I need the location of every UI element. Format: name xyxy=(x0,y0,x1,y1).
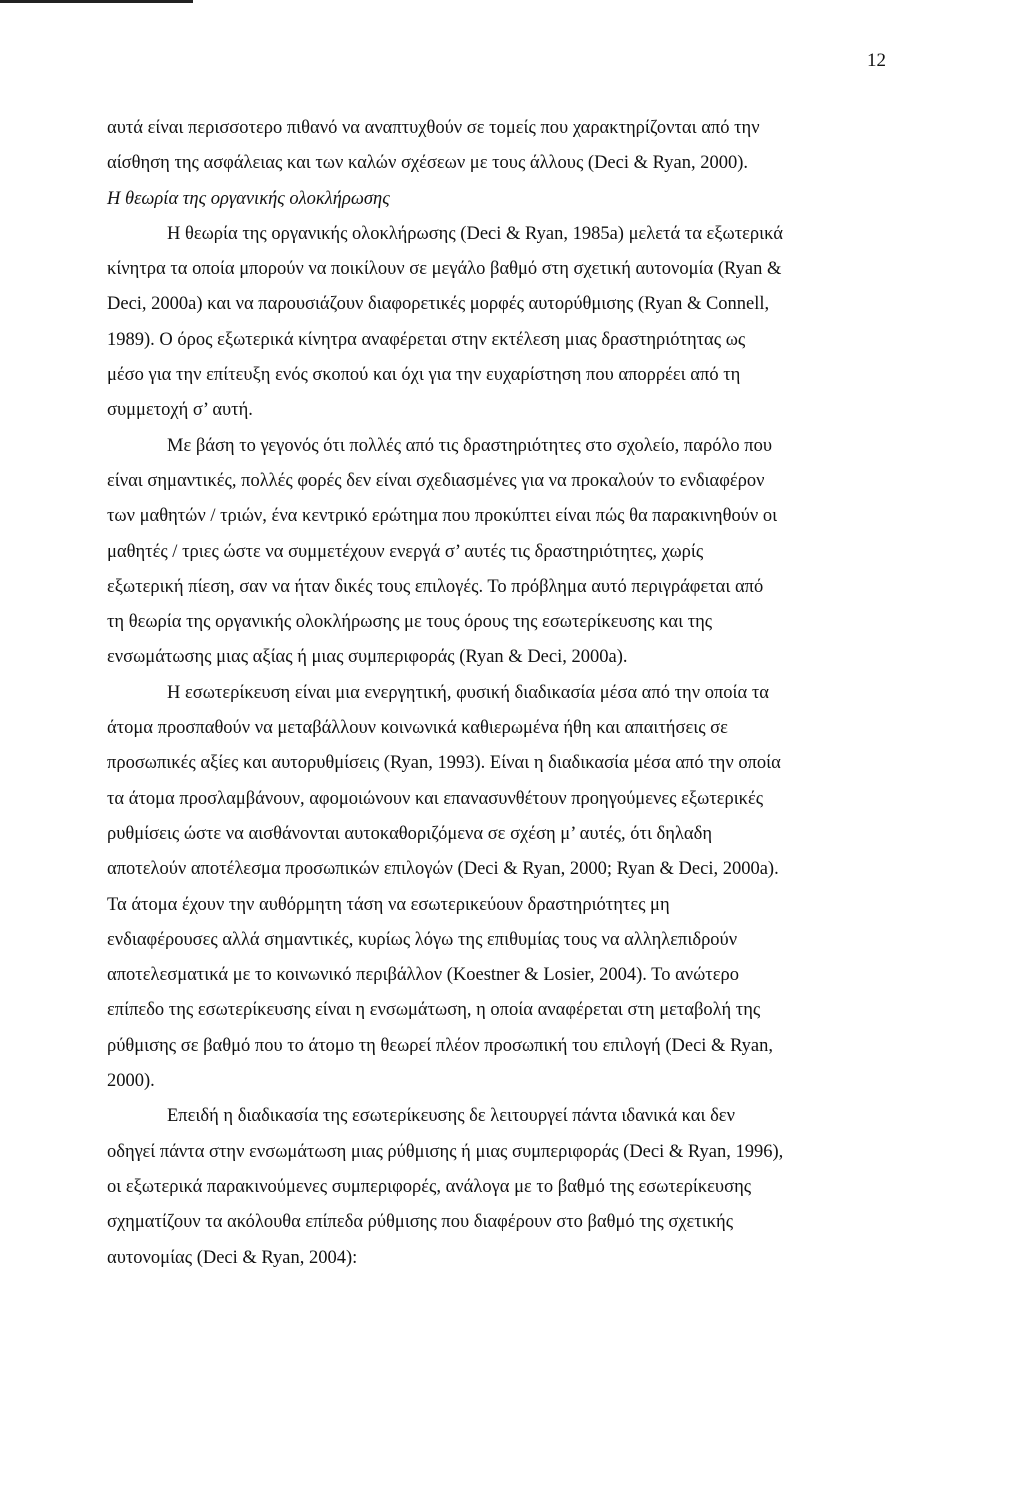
text-line: Deci, 2000a) και να παρουσιάζουν διαφορετικές μορφές αυτορύθμισης (Ryan & Connell, xyxy=(107,294,770,315)
text-line: 1989). Ο όρος εξωτερικά κίνητρα αναφέρεται στην εκτέλεση μιας δραστηριότητας ως xyxy=(107,329,746,350)
paragraph-first-line: Η θεωρία της οργανικής ολοκλήρωσης (Deci & Ryan, 1985a) μελετά τα εξωτερικά xyxy=(167,223,783,244)
text-line: άτομα προσπαθούν να μεταβάλλουν κοινωνικά καθιερωμένα ήθη και απαιτήσεις σε xyxy=(107,718,728,739)
text-line: συμμετοχή σ’ αυτή. xyxy=(107,400,253,421)
top-rule xyxy=(0,0,193,3)
text-line: είναι σημαντικές, πολλές φορές δεν είναι σχεδιασμένες για να προκαλούν το ενδιαφέρον xyxy=(107,470,765,491)
page-number: 12 xyxy=(867,50,886,71)
text-line: εξωτερική πίεση, σαν να ήταν δικές τους επιλογές. Το πρόβλημα αυτό περιγράφεται από xyxy=(107,576,764,597)
page-body xyxy=(107,112,897,1277)
text-line: αποτελεσματικά με το κοινωνικό περιβάλλον (Koestner & Losier, 2004). Το ανώτερο xyxy=(107,965,739,986)
text-line: αποτελούν αποτέλεσμα προσωπικών επιλογών (Deci & Ryan, 2000; Ryan & Deci, 2000a). xyxy=(107,859,779,880)
text-line: ενδιαφέρουσες αλλά σημαντικές, κυρίως λόγω της επιθυμίας τους να αλληλεπιδρούν xyxy=(107,929,738,950)
text-line: των μαθητών / τριών, ένα κεντρικό ερώτημα που προκύπτει είναι πώς θα παρακινηθούν οι xyxy=(107,506,778,527)
paragraph-first-line: Με βάση το γεγονός ότι πολλές από τις δραστηριότητες στο σχολείο, παρόλο που xyxy=(167,435,773,456)
text-line: κίνητρα τα οποία μπορούν να ποικίλουν σε μεγάλο βαθμό στη σχετική αυτονομία (Ryan & xyxy=(107,259,782,280)
text-line: σχηματίζουν τα ακόλουθα επίπεδα ρύθμισης που διαφέρουν στο βαθμό της σχετικής xyxy=(107,1212,734,1233)
text-line: ενσωμάτωσης μιας αξίας ή μιας συμπεριφοράς (Ryan & Deci, 2000a). xyxy=(107,647,628,668)
text-line: μαθητές / τριες ώστε να συμμετέχουν ενεργά σ’ αυτές τις δραστηριότητες, χωρίς xyxy=(107,541,704,562)
text-line: αυτά είναι περισσοτερο πιθανό να αναπτυχθούν σε τομείς που χαρακτηρίζονται από την xyxy=(107,118,760,138)
text-line: αυτονομίας (Deci & Ryan, 2004): xyxy=(107,1247,358,1268)
text-line: οι εξωτερικά παρακινούμενες συμπεριφορές, ανάλογα με το βαθμό της εσωτερίκευσης xyxy=(107,1176,752,1197)
text-line: Τα άτομα έχουν την αυθόρμητη τάση να εσωτερικεύουν δραστηριότητες μη xyxy=(107,894,670,915)
text-line: οδηγεί πάντα στην ενσωμάτωση μιας ρύθμισης ή μιας συμπεριφοράς (Deci & Ryan, 1996), xyxy=(107,1141,784,1162)
paragraph-first-line: Επειδή η διαδικασία της εσωτερίκευσης δε λειτουργεί πάντα ιδανικά και δεν xyxy=(167,1106,735,1127)
text-line: μέσο για την επίτευξη ενός σκοπού και όχι για την ευχαρίστηση που απορρέει από τη xyxy=(107,365,741,386)
text-line: τη θεωρία της οργανικής ολοκλήρωσης με τους όρους της εσωτερίκευσης και της xyxy=(107,612,713,633)
text-line: αίσθηση της ασφάλειας και των καλών σχέσεων με τους άλλους (Deci & Ryan, 2000). xyxy=(107,153,748,174)
paragraph-first-line: Η εσωτερίκευση είναι μια ενεργητική, φυσική διαδικασία μέσα από την οποία τα xyxy=(167,682,769,703)
text-line: 2000). xyxy=(107,1071,155,1092)
text-line: ρυθμίσεις ώστε να αισθάνονται αυτοκαθοριζόμενα σε σχέση μ’ αυτές, ότι δηλαδη xyxy=(107,823,712,844)
text-line: επίπεδο της εσωτερίκευσης είναι η ενσωμάτωση, η οποία αναφέρεται στη μεταβολή της xyxy=(107,1000,761,1021)
text-line: τα άτομα προσλαμβάνουν, αφομοιώνουν και επανασυνθέτουν προηγούμενες εξωτερικές xyxy=(107,788,764,809)
text-line: ρύθμισης σε βαθμό που το άτομο τη θεωρεί πλέον προσωπική του επιλογή (Deci & Ryan, xyxy=(107,1035,774,1056)
text-line: προσωπικές αξίες και αυτορυθμίσεις (Ryan, 1993). Είναι η διαδικασία μέσα από την οποία xyxy=(107,753,781,774)
section-heading: Η θεωρία της οργανικής ολοκλήρωσης xyxy=(107,188,390,209)
